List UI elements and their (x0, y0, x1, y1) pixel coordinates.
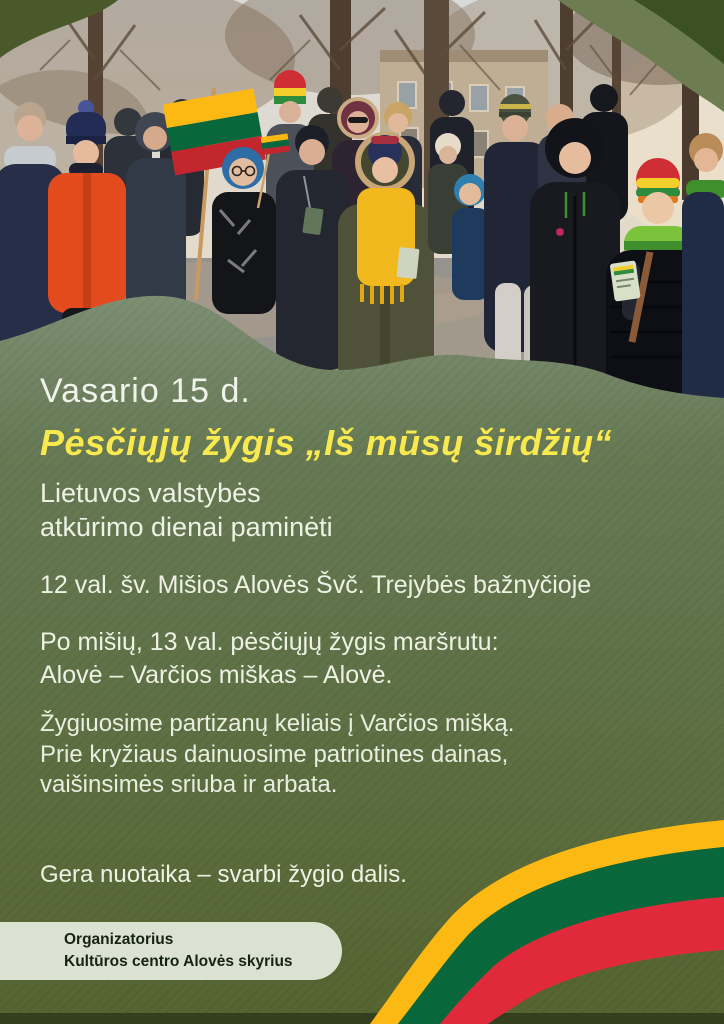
route-info-line1: Po mišių, 13 val. pėsčiųjų žygis maršrutu: (40, 628, 499, 656)
bottom-dark-band (0, 1013, 724, 1024)
activities-line2: Prie kryžiaus dainuosime patriotines dainas, (40, 740, 509, 768)
event-subtitle-line1: Lietuvos valstybės (40, 478, 261, 508)
mass-info: 12 val. šv. Mišios Alovės Švč. Trejybės bažnyčioje (40, 571, 592, 599)
event-subtitle (40, 476, 333, 544)
organizer-label: Organizatorius (64, 930, 174, 948)
mood-note: Gera nuotaika – svarbi žygio dalis. (40, 861, 407, 888)
activities-line3: vaišinsimės sriuba ir arbata. (40, 771, 338, 799)
organizer-box (0, 922, 342, 980)
activities-line1: Žygiuosime partizanų keliais į Varčios mišką. (40, 710, 515, 737)
event-subtitle-line2: atkūrimo dienai paminėti (40, 512, 333, 543)
route-info-line2: Alovė – Varčios miškas – Alovė. (40, 660, 393, 689)
organizer-name: Kultūros centro Alovės skyrius (64, 953, 293, 970)
event-date: Vasario 15 d. (40, 372, 251, 410)
event-title: Pėsčiųjų žygis „Iš mūsų širdžių“ (40, 422, 613, 463)
activities-info (40, 709, 514, 801)
route-info (40, 626, 499, 691)
